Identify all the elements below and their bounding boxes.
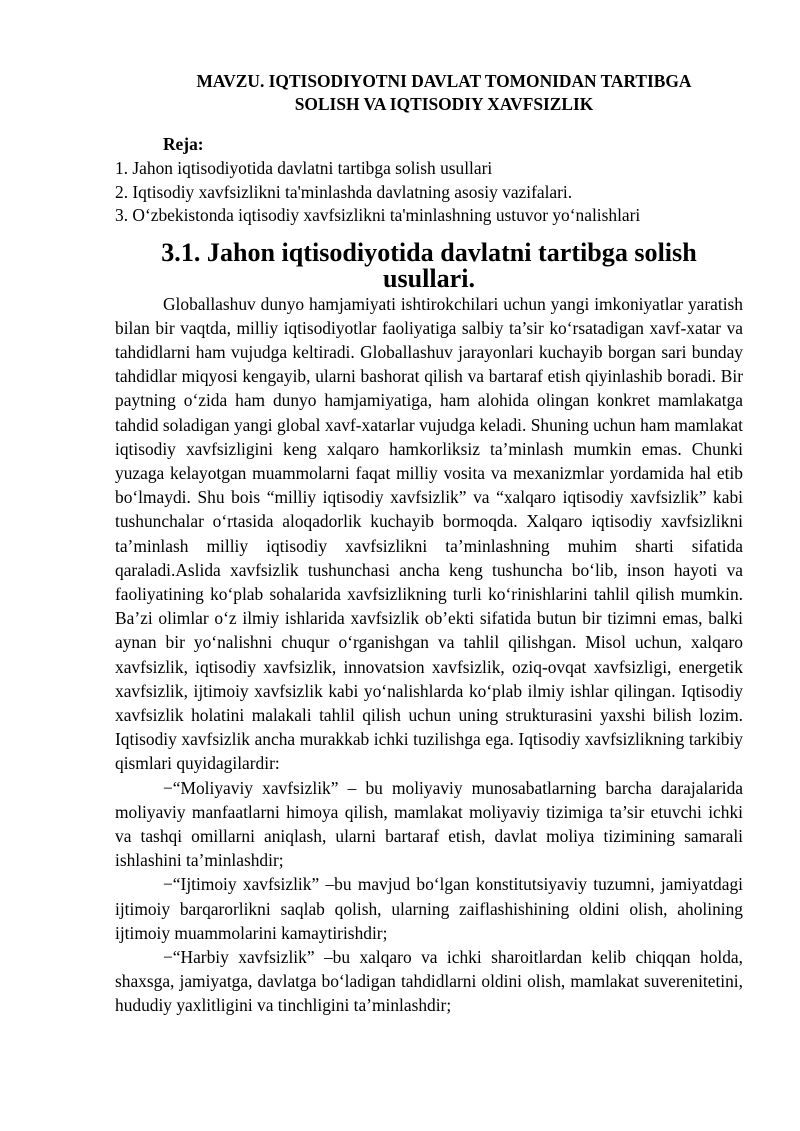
plan-item: 3. O‘zbekistonda iqtisodiy xavfsizlikni ta'minlashning ustuvor yo‘nalishlari [115, 205, 641, 225]
plan-item: 1. Jahon iqtisodiyotida davlatni tartibga solish usullari [115, 158, 493, 178]
section-heading: 3.1. Jahon iqtisodiyotida davlatni tartibga solish usullari. [161, 237, 697, 293]
document-title: MAVZU. IQTISODIYOTNI DAVLAT TOMONIDAN TARTIBGA SOLISH VA IQTISODIY XAVFSIZLIK [196, 71, 692, 114]
plan-label: Reja: [163, 134, 204, 154]
plan-item: 2. Iqtisodiy xavfsizlikni ta'minlashda davlatning asosiy vazifalari. [115, 181, 573, 202]
document-page [115, 70, 743, 1018]
social-security-paragraph: −“Ijtimoiy xavfsizlik” –bu mavjud bo‘lgan konstitutsiyaviy tuzumni, jamiyatdagi ijtimoiy barqarorlikni saqlab qolish, ularning zaiflashishining oldini olish, aholining ijtimoiy muammolarini kamaytirishdir; [115, 874, 743, 943]
plan-list [115, 157, 743, 228]
body-paragraph: Globallashuv dunyo hamjamiyati ishtirokchilari uchun yangi imkoniyatlar yaratish bilan bir vaqtda, milliy iqtisodiyotlar faoliyatiga salbiy ta’sir ko‘rsatadigan xavf-xatar va tahdidlarni ham vujudga keltiradi. Globallashuv jarayonlari kuchayib borgan sari bunday tahdidlar miqyosi kengayib, ularni bashorat qilish va bartaraf etish qiyinlashib boradi. Bir paytning o‘zida ham dunyo hamjamiyatiga, ham alohida olingan konkret mamlakatga tahdid soladigan yangi global xavf-xatarlar vujudga keladi. Shuning uchun ham mamlakat iqtisodiy xavfsizligini keng xalqaro hamkorliksiz ta’minlash mumkin emas. Chunki yuzaga kelayotgan muammolarni faqat milliy vosita va mexanizmlar yordamida hal etib bo‘lmaydi. Shu bois “milliy iqtisodiy xavfsizlik” va “xalqaro iqtisodiy xavfsizlik” kabi tushunchalar o‘rtasida aloqadorlik kuchayib bormoqda. Xalqaro iqtisodiy xavfsizlikni ta’minlash milliy iqtisodiy xavfsizlikni ta’minlashning muhim sharti sifatida qaraladi.Aslida xavfsizlik tushunchasi ancha keng tushuncha bo‘lib, inson hayoti va faoliyatining ko‘plab sohalarida xavfsizlikning turli ko‘rinishlarini tahlil qilish mumkin. Ba’zi olimlar o‘z ilmiy ishlarida xavfsizlik ob’ekti sifatida butun bir tizimni emas, balki aynan bir yo‘nalishni chuqur o‘rganishgan va tahlil qilishgan. Misol uchun, xalqaro xavfsizlik, iqtisodiy xavfsizlik, innovatsion xavfsizlik, oziq-ovqat xavfsizligi, energetik xavfsizlik, ijtimoiy xavfsizlik kabi yo‘nalishlarda ko‘plab ilmiy ishlar qilingan. Iqtisodiy xavfsizlik holatini malakali tahlil qilish uchun uning strukturasini yaxshi bilish lozim. Iqtisodiy xavfsizlik ancha murakkab ichki tuzilishga ega. Iqtisodiy xavfsizlikning tarkibiy qismlari quyidagilardir: [115, 293, 743, 774]
military-security-paragraph: −“Harbiy xavfsizlik” –bu xalqaro va ichki sharoitlardan kelib chiqqan holda, shaxsga, jamiyatga, davlatga bo‘ladigan tahdidlarni oldini olish, mamlakat suverenitetini, hududiy yaxlitligini va tinchligini ta’minlashdir; [115, 946, 743, 1016]
financial-security-paragraph: −“Moliyaviy xavfsizlik” – bu moliyaviy munosabatlarning barcha darajalarida moliyaviy manfaatlarni himoya qilish, mamlakat moliyaviy tizimiga ta’sir etuvchi ichki va tashqi omillarni aniqlash, ularni bartaraf etish, davlat moliya tizimining samarali ishlashini ta’minlashdir; [115, 777, 743, 871]
